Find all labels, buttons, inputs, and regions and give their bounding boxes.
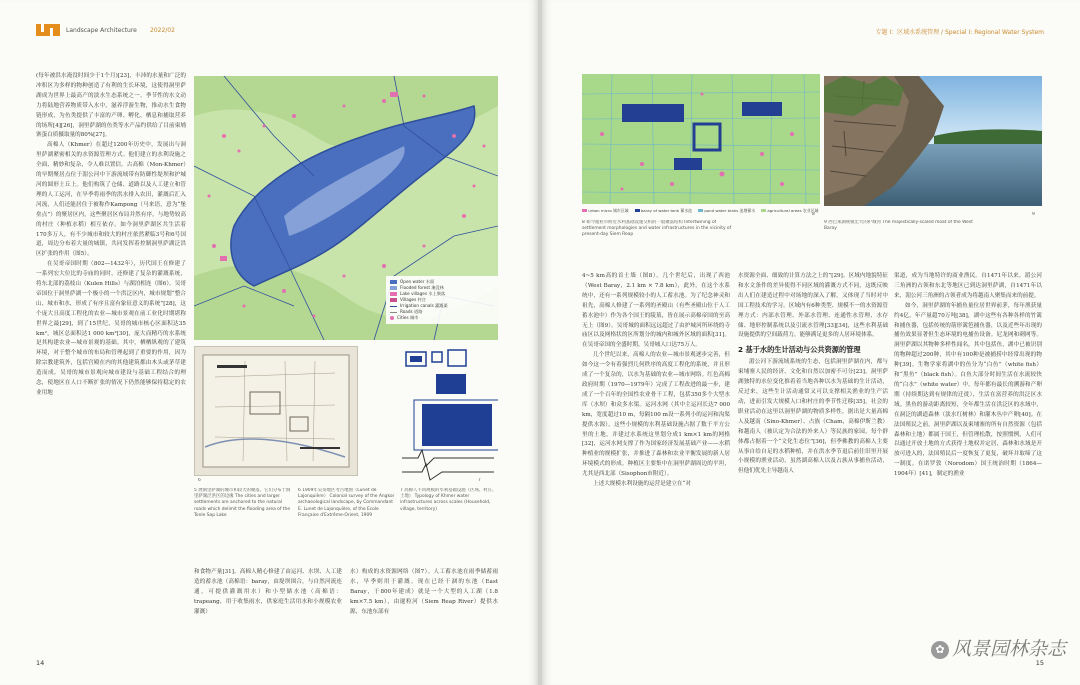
paragraph: 几个世纪以来，高棉人的农业—城市景观逐步完善，但如今这一令有着强烈几何秩序的高度工程化的系统，并且形成了一个复杂的，以水为基础的农业—城市网络。红色高棉政府时期（1970—1979年）完成了工程改进的最一步，建成了一个百年的全国性农业骨干工程，包括350多个大型水库（水坝）和众多水渠。运河水网（其中主运河长达7 000 km，宽度超过10 m，每隔100 m设一系列小的运河和沟渠提供水源）。这些小规模的水利基础设施占据了数千平方公里的土地，并建过水系统这里划分成1 km×1 km的网格[32]，运河水网支撑了作为国家经济发展基础产业——水稻种植业的规模扩张，并推进了森林和农业平衡发展的新人居环境模式的形成。种植区主要集中在洞里萨湖周边的平坦，尤其是西北部（Sisophon市附近）。 — [582, 352, 730, 478]
figure-8-caption: 8 如今暹粒市附近水利基础设施交织的一般聚落结构 Intertwining of settlement morphologies and water infrastructures in the vicinity of present-day Siem Reap — [582, 220, 732, 238]
figure-7-caption: 7 高棉人不同规模的水利基础设施（区域、村庄、土地） Typology of Khmer water infrastructures across scales (Household, village, territory) — [400, 488, 497, 512]
watermark — [931, 634, 1066, 661]
swatch-icon — [698, 209, 703, 212]
journal-name: Landscape Architecture — [66, 27, 137, 34]
figure-7-typology — [362, 346, 498, 482]
text-column-3 — [894, 272, 1042, 664]
swatch-icon — [390, 292, 397, 296]
section-header: 专题 I：区域水系统管理 / Special I: Regional Water System — [875, 29, 1044, 36]
figure-7-number: 7 — [478, 478, 481, 483]
paragraph: 4~5 km高的首士墙（图8）。几个世纪后，出现了西池（West Baray，2.1 km × 7.8 km），此外，在这个水系统中，还有一系列规模较小的人工蓄水池。为了纪念神灵和祖先，高棉人修建了一系列的圣殿山（有些圣殿山位于人工蓄水池中）作为各个国王的陵墓，皆在展示高棉帝国的至高无上（图9）。吴哥城的面积远远超过了由护城河所环绕的寺庙区以及网格状的区所划分的城内和城外区域的面积[31]。在吴哥帝国的全盛时期，吴哥城人口达75万人。 — [582, 273, 730, 349]
right-page — [542, 0, 1080, 685]
paragraph: 在吴哥帝国时期（802—1432年），历代国王在修建了一系列宏大位比的寺庙的同时，还修建了复杂的灌溉系统，将东北部的荔枝山（Kulen Hills）与湖泊相连（图6）。吴哥帝国位于洞里萨湖一个极小的一个洪泛区内，城市规划“整合山、城市和水，形成了有序且富有象征意义的系统”[28]，这个庞大且高度工程化的农业—城市景观在前工业化时期堪称世界之最[29]，到了15世纪，吴哥的城市核心区面积达35 km²，城区总面积达1 000 km²[30]，庞大而精巧的水系统是其构建农业—城市景观的基础。其中，栖栖纵观的了建筑环境，对于整个城市的布局和管理起到了重要的作用，因为除宗教建筑外，包括宫殿在内的其他建筑都由木头或茅草建造而成。吴哥的城市景观向城市建设与基础工程结合的理念，使地区在人口不断扩张的情况下仍然能够保持稳定的农业用地 — [36, 261, 186, 396]
figure-9-photo — [824, 76, 1042, 206]
section-heading: 2 基于水的生计活动与公共资源的管理 — [738, 345, 861, 355]
paragraph: 上述大规模水利设施的运营是建立在“对 — [593, 481, 691, 488]
legend-item: urban micro 城市区域 — [582, 208, 629, 214]
text-column-1 — [582, 272, 730, 664]
legend-item: Cities 城市 — [390, 315, 494, 321]
swatch-icon — [390, 298, 397, 302]
west-baray-photo — [824, 76, 1042, 206]
paragraph: 水）构成的水资源网络（图7）。人工蓄水池在雨季储蓄雨水，旱季则用于灌溉。现在已经干涸的东池（East Baray，于800年建成）就是一个大型的人工湖（1.8 km×7.5 km），由暹粒河（Siem Reap River）提供水源，东池东部有 — [350, 569, 498, 615]
figure-9-caption: 9 西巴莱湖规模宏大的护城河 The majestically-scaled moat of the West Baray — [824, 220, 973, 232]
paragraph: 渠道，成为当地特许的商业渔民。自1471年以来，湄公河三角洲的占领和东北等地区已到达洞里萨湖，自1471年以来，湄公河三角洲的占领者成为将越南人聚集而来的前提。 — [894, 273, 1042, 299]
legend-item: Villages 村庄 — [390, 297, 494, 303]
issue-label: 2022/02 — [150, 27, 175, 34]
swatch-icon — [582, 209, 587, 212]
text-column-2 — [194, 568, 342, 660]
figure-6-number: 6 — [198, 478, 201, 483]
figure-8-legend — [582, 207, 820, 215]
swatch-icon — [390, 280, 397, 284]
legend-item: pond water tanks 池塘蓄水 — [698, 208, 755, 214]
swatch-icon — [390, 316, 394, 320]
figure-9-number: 9 — [1032, 212, 1035, 217]
paragraph: 湄公河下游流域系统的生态，包括洞里萨湖在内，都与柬埔寨人民的经济、文化和自然以加密不可分[23]。洞里萨湖独特的水位变化推着着当地各种以水为基础的生计活动，反过来，这些生计活动通常又可以支撑相关渔业的生产活动，进而引发大规模人口和村庄的季节性迁移[35]，社会的职业活动在这里以洞里萨湖的物质多样性，据出是大量高棉人及越南（Sino-Khmer）、占族（Cham，高棉伊斯兰教）和越南人（被认定为合法的外来人）等民族的家园。每个群体都占据着一个“文化生态位”[36]，但季佛教的高棉人主要从事自给自足的水稻种植，并在洪水季节退后前往旧里开展小规模的渔业活动，虽然湖高棉人以及占族从事捕鱼活动，但他们优先主导越南人 — [738, 359, 888, 475]
typology-diagrams — [362, 346, 498, 482]
figure-5-map — [194, 76, 498, 340]
swatch-icon — [390, 312, 397, 313]
survey-map-drawing — [195, 347, 357, 475]
journal-logo — [36, 24, 60, 36]
paragraph: 水资源全面、细致的计算方法之上的”[29]。区域内地貌特征和水文条件的差异使得不同区域的灌溉方式不同，这既反映出人们在建造过程中对场地的深入了解，又体现了当时对中国工程技术的学习。区域内有6种类型、规模不一的水资源管理方式：内部水管理、外部水管理、连通性水管理、水存储、地形控制系统以及引流水管理[33][34]，这些水利基础设施提供的空间载荷力，能够满足更多的人居环境体系。 — [738, 273, 888, 339]
legend-item: baray of water tank 蓄水池 — [635, 208, 692, 214]
page-number: 15 — [1035, 659, 1044, 667]
paragraph: 和食物产量[31]。高棉人精心修建了由运河、水坝、人工建造的蓄水池（高棉语：baray，由堤坝围合，与自然河流连通，可提供灌溉用水）和小型储水池（高棉语：trapeang，用于收集雨水，供家庭生活用水和小规模农业灌溉） — [194, 569, 342, 615]
legend-item: agricultural areas 农业区域 — [761, 208, 818, 214]
left-page — [0, 0, 538, 685]
paragraph: 高棉人（Khmer）在超过1200年历史中，发展出与洞里萨湖紧密相关的水资源管理方式。他们建立的水利设施之全面、精妙和复杂，令人难以置信。古高棉（Mon-Khmer）的早期聚居点位于湄公河中下游流域带有防御性堤坝和护城河的圆形土丘上。他们构筑了仓储、道路以及人工建立和管理的人工运河，在旱季将雨季的洪水排入农田，灌溉后汇入河流，人们还能居住于被称作Kampong（马来语，意为“堡垒点”）的聚居区内，这些聚居区布局并然有序，与地势较高的村庄（种植水稻）相互依存。如今洞里萨湖区共生活着170多万人，有不少城市和较大的村庄依然紧临3号和6号国道，周边分布着大量的城镇，共同发挥着控制洞里萨湖泛洪区扩张的作用（图5）。 — [36, 142, 186, 258]
legend-item: Roads 道路 — [390, 309, 494, 315]
swatch-icon — [390, 286, 397, 290]
legend-item: Irrigation canals 灌溉渠 — [390, 303, 494, 309]
legend-item: Flooded forest 淹没林 — [390, 285, 494, 291]
figure-6-caption: 6 1909年吴哥地区考古地图（Lunet de Lajonquière） Colonial survey of the Angkor archaeological landscape, by Commandant E. Lunet de Lajonquière, of the Ecole Française d'Extrême-Orient, 1909 — [298, 488, 395, 518]
paragraph: 如今，洞里萨湖的年捕鱼量位居世界前茅，每年渔获量约4亿，年产量超70万吨[38]，湖中这些有各种各样的竹篱和捕鱼器，包括传统的箭形篱笆捕鱼器，以及近些年出现的捕鱼效果显著但生态环境的电捕鱼设备。尼龙网和刺网等。洞里萨湖以其物种多样性闻名，其中包括鱼，湖中已被识别的物种超过200种，其中有100种是被捕捞中经常出现的物种[39]。生物学家将湖中的鱼分为“白鱼”（white fish）和“黑鱼”（black fish）。白鱼大部分时间生活在水流较快的“白水”（white water）中，每年都有最长的溯游和产卵期（持续期达到有规律的迁徙），生活在富营养的洪泛区水域。黑鱼的游动距离较短，全年都生活在洪泛区的水域中，在洞泛的湖道森林（淡水红树林）和灌木丛中产卵[40]。在法国殖民之前，洞里萨湖以及柬埔寨的所有自然资源（包括森林和土地）都属于国王，但管理松散，按照惯例，人们可以通过开放土地的方式获得土地权并定居，森林和水域是开放可进入的，法国殖民后一度恢复了更复，破坏并取缔了这一制度。在诺罗敦（Norodom）国王统治时期（1864—1904年）[41]，制定的渔业 — [894, 302, 1042, 478]
siem-reap-map — [582, 74, 820, 204]
figure-6-survey-map — [194, 346, 358, 476]
paragraph: (每年被洪水淹没时间少于1个月)[23]，丰沛的水量和广泛的冲积区为多样的物种创造了有利的生长环境，这使得洞里萨湖成为世界上最高产的淡水生态系统之一。季节性的水文动力将陆地营养物质带入水中，滋养浮游生物，推动水生食物链形成，为鱼类提供了丰富的产卵、孵化、栖息和捕取营养的场所[4][26]，洞里萨湖的鱼类等水产品约供给了目前柬埔寨蛋白质摄取量的80%[27]。 — [36, 73, 186, 139]
watermark-text: 风景园林杂志 — [951, 638, 1066, 660]
text-column-1 — [36, 72, 186, 657]
page-number: 14 — [36, 659, 45, 667]
swatch-icon — [761, 209, 766, 212]
wechat-icon: ✿ — [931, 641, 949, 659]
swatch-icon — [635, 209, 640, 212]
legend-item: Lake villages 水上聚落 — [390, 291, 494, 297]
swatch-icon — [390, 306, 397, 307]
legend-item: Open water 水面 — [390, 279, 494, 285]
text-column-2 — [738, 272, 888, 664]
figure-source — [194, 538, 294, 562]
figure-8-number: 8 — [812, 212, 815, 217]
figure-8-map — [582, 74, 820, 204]
map-legend — [386, 276, 498, 324]
figure-5-caption: 5 展洞里萨湖的城市和较大的聚落，它们分布于洞里萨湖泛洪区的边缘 The cities and larger settlements are anchored to the natural roads which delimit the flooding area of the Tonle Sap Lake — [194, 488, 291, 518]
text-column-3 — [350, 568, 498, 660]
